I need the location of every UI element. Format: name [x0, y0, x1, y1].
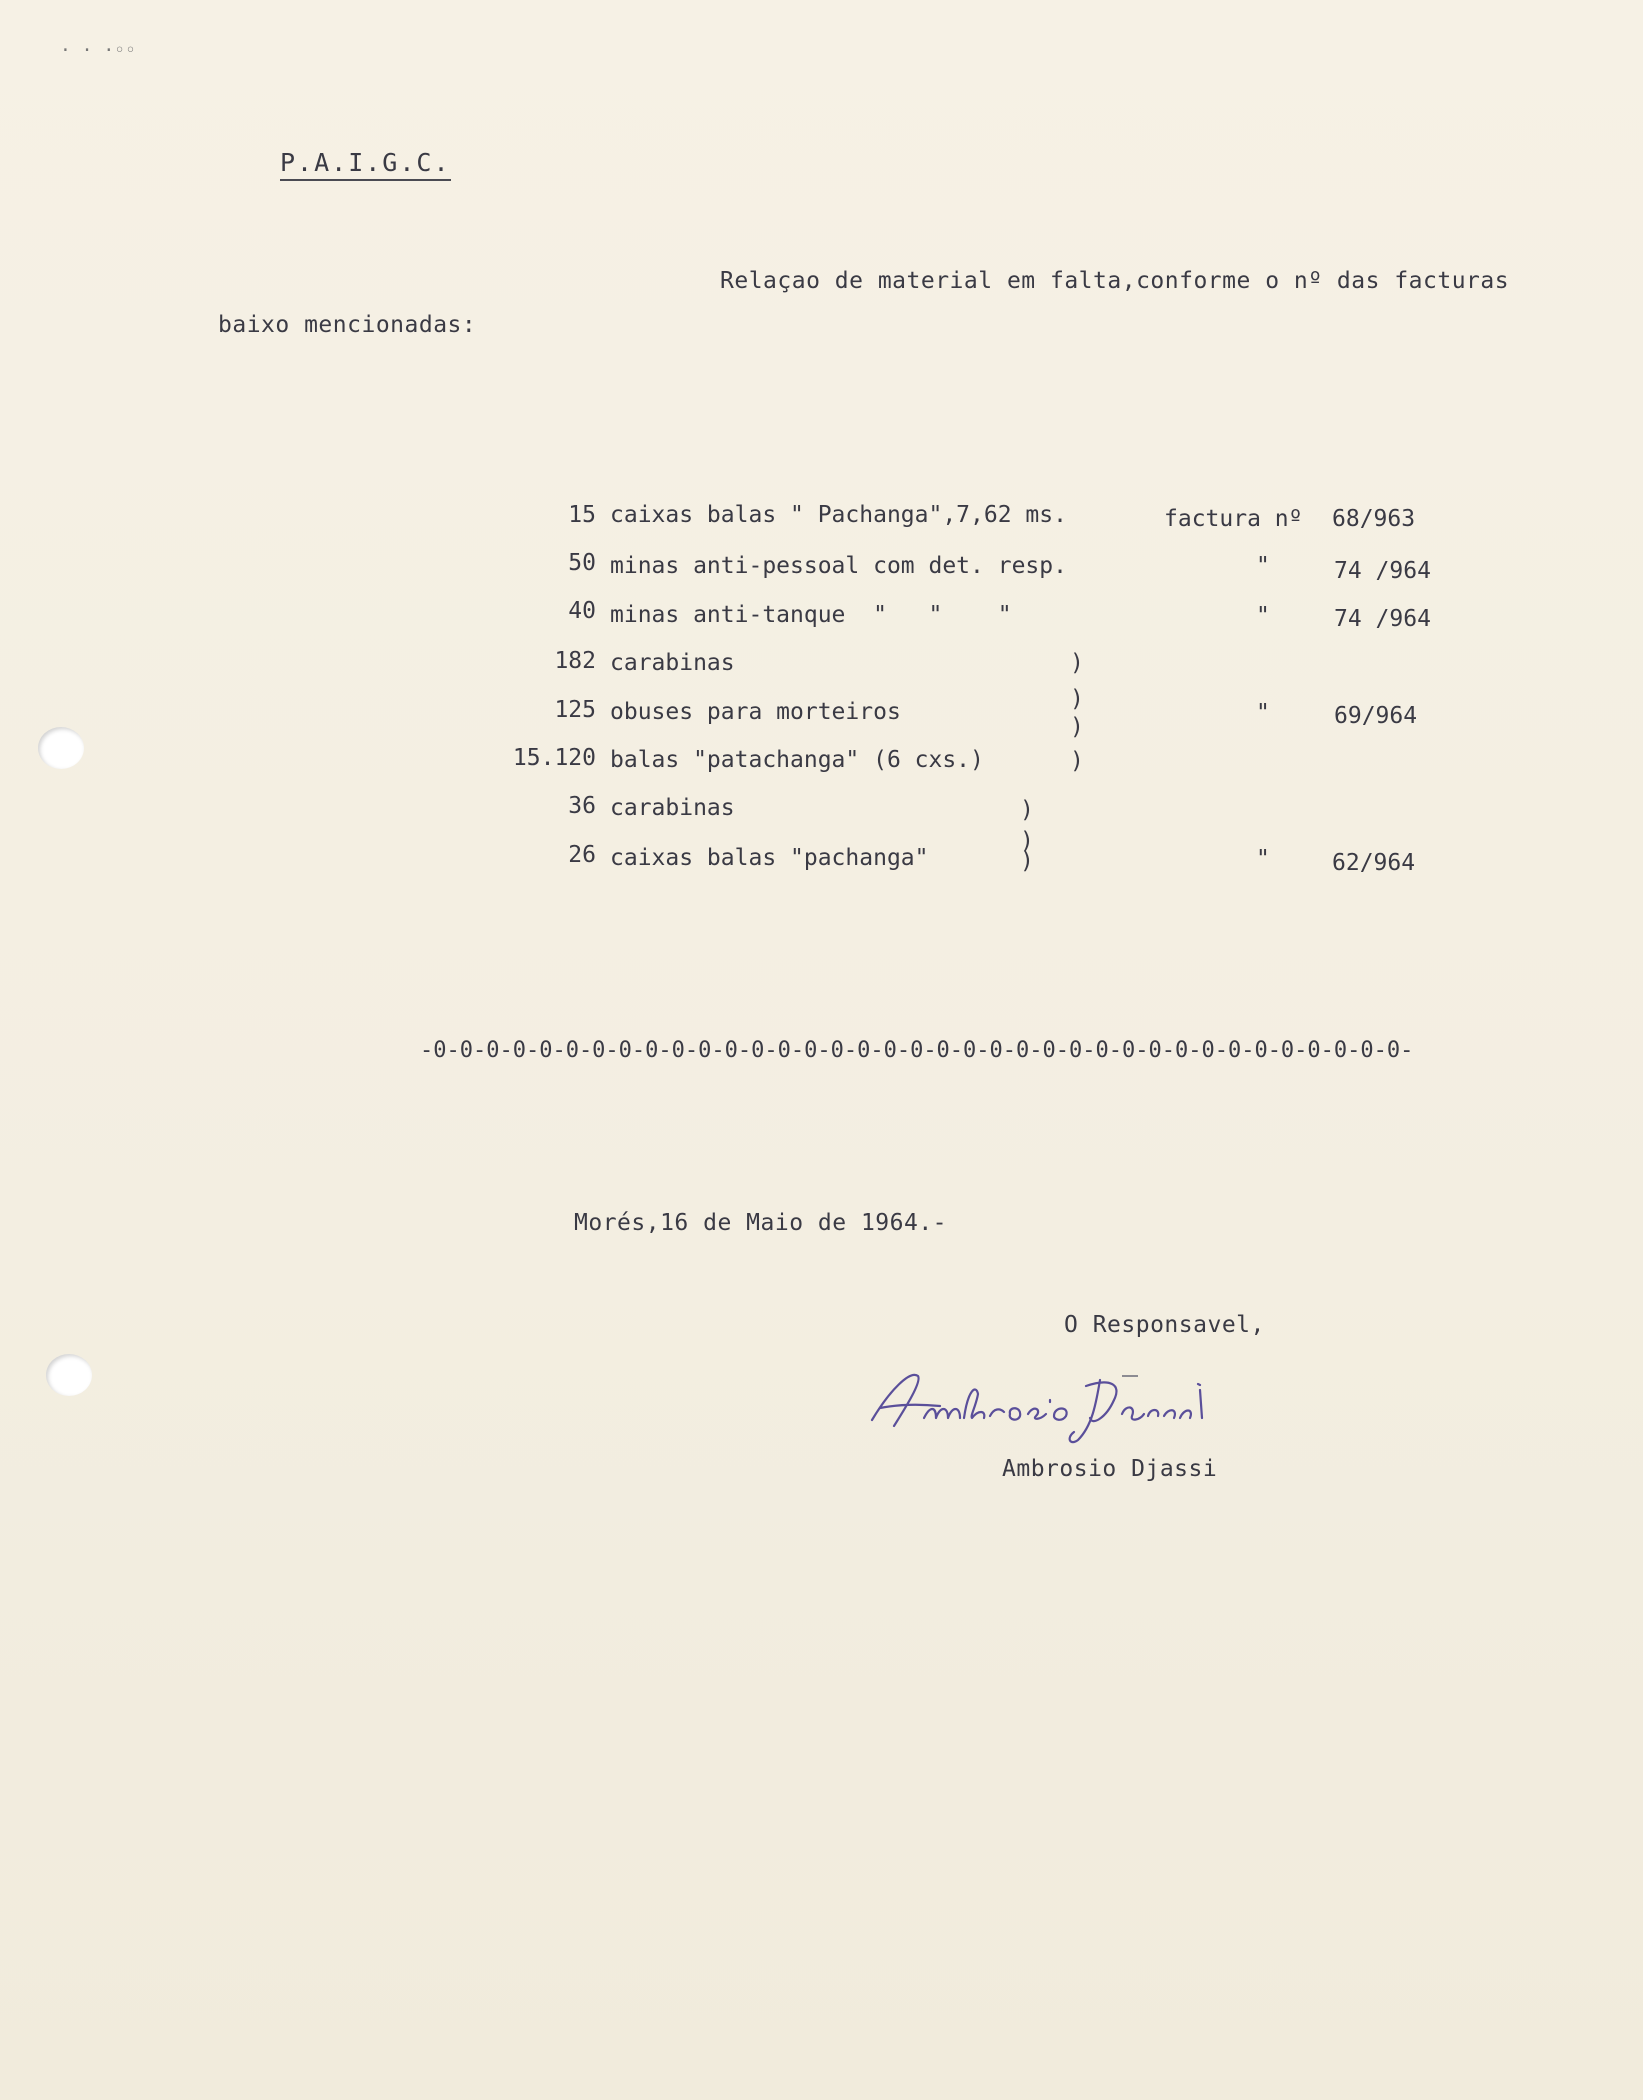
item-ref: 74 /964	[1334, 606, 1431, 632]
item-qty: 125	[554, 697, 596, 723]
item-ref: 74 /964	[1334, 558, 1431, 584]
item-desc: carabinas	[610, 650, 735, 676]
ditto-mark: "	[1256, 700, 1270, 726]
item-ref: 68/963	[1332, 506, 1416, 532]
separator-line: -0-0-0-0-0-0-0-0-0-0-0-0-0-0-0-0-0-0-0-0-0-0-0-0-0-0-0-0-0-0-0-0-0-0-0-0-0-	[420, 1038, 1414, 1063]
item-desc: minas anti-tanque " " "	[610, 602, 1012, 628]
signatory-name: Ambrosio Djassi	[1002, 1456, 1218, 1482]
item-desc: balas "patachanga" (6 cxs.)	[610, 747, 984, 773]
item-qty: 15.120	[512, 745, 596, 771]
item-desc: carabinas	[610, 795, 735, 821]
item-desc: minas anti-pessoal com det. resp.	[610, 553, 1067, 579]
closing-text: O Responsavel,	[1064, 1312, 1265, 1338]
handwritten-signature	[860, 1360, 1280, 1450]
date-line: Morés,16 de Maio de 1964.-	[574, 1210, 948, 1236]
item-qty: 36	[568, 793, 596, 819]
punch-hole	[46, 1354, 92, 1396]
ditto-mark: "	[1256, 553, 1270, 579]
item-qty: 182	[554, 648, 596, 674]
corner-marks: · · ·◦◦	[60, 40, 136, 61]
item-desc: caixas balas " Pachanga",7,62 ms.	[610, 502, 1067, 528]
group-bracket: )	[1070, 686, 1084, 712]
ditto-mark: "	[1256, 846, 1270, 872]
item-ref: 69/964	[1334, 703, 1418, 729]
item-qty: 40	[568, 598, 596, 624]
item-qty: 50	[568, 550, 596, 576]
punch-hole	[38, 727, 84, 769]
organization-heading: P.A.I.G.C.	[280, 148, 451, 181]
item-desc: caixas balas "pachanga"	[610, 845, 929, 871]
group-bracket: )	[1070, 714, 1084, 740]
ditto-mark: "	[1256, 603, 1270, 629]
group-bracket: )	[1070, 748, 1084, 774]
group-bracket: )	[1020, 828, 1034, 854]
item-desc: obuses para morteiros	[610, 699, 901, 725]
group-bracket: )	[1020, 797, 1034, 823]
group-bracket: )	[1070, 650, 1084, 676]
intro-line-2: baixo mencionadas:	[218, 312, 477, 338]
factura-label: factura nº	[1164, 506, 1303, 532]
item-qty: 15	[568, 502, 596, 528]
group-bracket: )	[1020, 848, 1034, 874]
item-qty: 26	[568, 842, 596, 868]
intro-line-1: Relaçao de material em falta,conforme o nº das facturas	[720, 268, 1510, 294]
item-ref: 62/964	[1332, 850, 1416, 876]
